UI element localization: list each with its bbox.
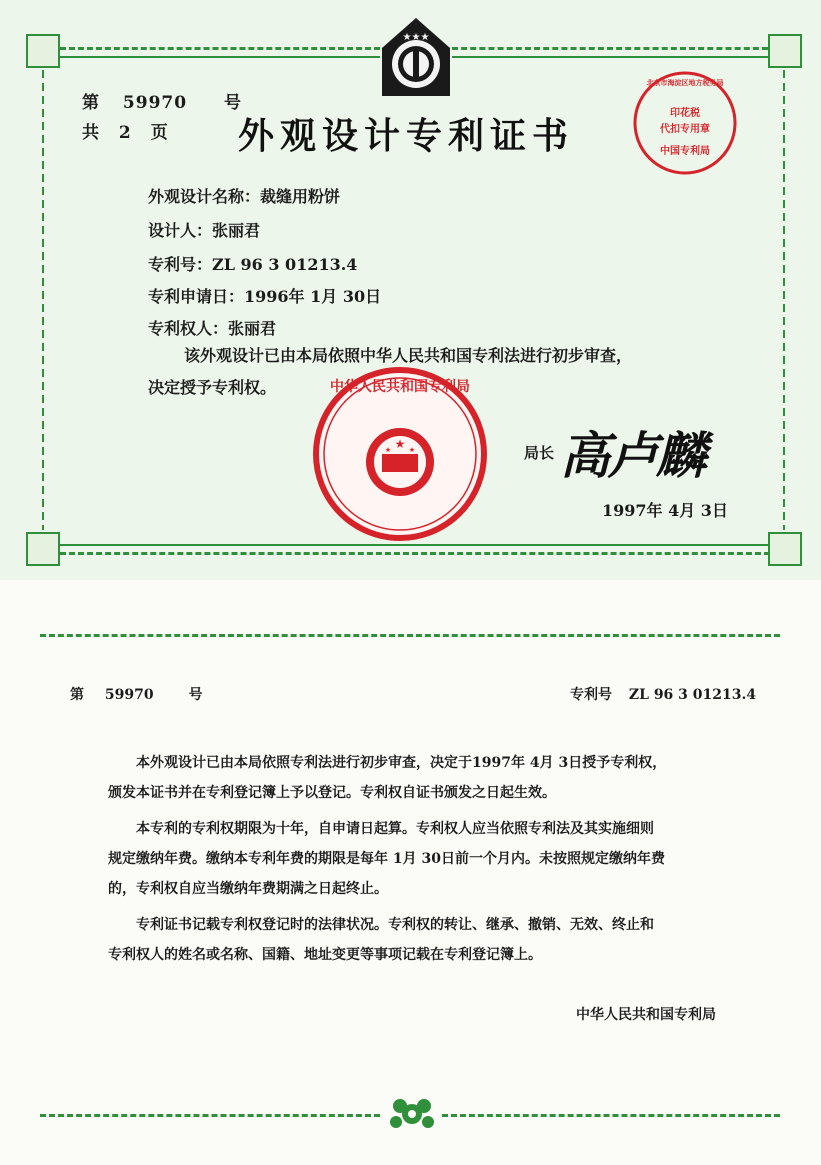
svg-text:★★★: ★★★	[402, 32, 430, 43]
border-line	[60, 544, 770, 546]
certificate-number: 59970	[122, 93, 188, 113]
field-patent-number: 专利号：ZL 96 3 01213.4	[148, 255, 358, 274]
statement-line-2: 决定授予专利权。	[148, 378, 277, 397]
divider-bottom-left	[40, 1114, 380, 1117]
paragraph-2-line-1: 本专利的专利权期限为十年，自申请日起算。专利权人应当依照专利法及其实施细则	[136, 821, 654, 837]
corner-ornament-icon	[768, 532, 802, 566]
tax-stamp-office: 中国专利局	[660, 146, 710, 157]
svg-text:★: ★	[394, 437, 406, 451]
back-page	[0, 580, 821, 1165]
border-line	[452, 56, 768, 58]
border-left	[42, 70, 44, 530]
seal-text: 中华人民共和国专利局	[330, 379, 470, 395]
border-right	[783, 70, 785, 530]
divider-bottom-right	[442, 1114, 780, 1117]
tax-stamp-authority: 北京市海淀区地方税务局	[646, 78, 724, 87]
tax-stamp	[632, 70, 738, 176]
paragraph-3-line-1: 专利证书记载专利权登记时的法律状况。专利权的转让、继承、撤销、无效、终止和	[136, 917, 654, 933]
paragraph-3-line-2: 专利权人的姓名或名称、国籍、地址变更等事项记载在专利登记簿上。	[108, 947, 542, 963]
director-label: 局长	[524, 444, 555, 462]
divider-top	[40, 634, 780, 637]
field-application-date: 专利申请日：1996年 1月 30日	[148, 287, 382, 306]
tax-stamp-purpose: 代扣专用章	[660, 124, 710, 135]
svg-text:★: ★	[408, 446, 416, 454]
floral-ornament-icon	[386, 1088, 438, 1138]
tax-stamp-type: 印花税	[670, 108, 700, 119]
field-patentee: 专利权人：张丽君	[148, 319, 277, 338]
paragraph-2-line-3: 的，专利权自应当缴纳年费期满之日起终止。	[108, 881, 388, 897]
corner-ornament-icon	[26, 34, 60, 68]
border-dash-top-left	[60, 47, 380, 50]
issuer: 中华人民共和国专利局	[576, 1007, 716, 1023]
back-number-line: 第 59970 号	[70, 687, 203, 703]
issue-date: 1997年 4月 3日	[602, 501, 728, 520]
certificate-number-line: 第 59970 号	[82, 93, 242, 113]
border-dash-top-right	[452, 47, 768, 50]
field-design-name: 外观设计名称：裁缝用粉饼	[148, 187, 341, 206]
patent-office-emblem-icon	[378, 14, 454, 100]
corner-ornament-icon	[768, 34, 802, 68]
paragraph-2-line-2: 规定缴纳年费。缴纳本专利年费的期限是每年 1月 30日前一个月内。未按照规定缴纳年费	[108, 851, 665, 867]
back-patent-number: 专利号 ZL 96 3 01213.4	[570, 687, 757, 703]
certificate-page	[0, 0, 821, 580]
border-line	[60, 56, 380, 58]
paragraph-1-line-2: 颁发本证书并在专利登记簿上予以登记。专利权自证书颁发之日起生效。	[108, 785, 556, 801]
certificate-pages-line: 共 2 页	[82, 123, 169, 143]
corner-ornament-icon	[26, 532, 60, 566]
official-seal	[312, 366, 488, 542]
svg-text:★: ★	[384, 446, 392, 454]
statement-line-1: 该外观设计已由本局依照中华人民共和国专利法进行初步审查，	[184, 346, 633, 365]
border-dash-bottom	[60, 552, 770, 555]
certificate-title: 外观设计专利证书	[238, 115, 575, 157]
field-designer: 设计人：张丽君	[148, 221, 261, 240]
paragraph-1-line-1: 本外观设计已由本局依照专利法进行初步审查，决定于1997年 4月 3日授予专利权，	[136, 755, 667, 771]
director-signature: 高卢麟	[560, 426, 704, 485]
